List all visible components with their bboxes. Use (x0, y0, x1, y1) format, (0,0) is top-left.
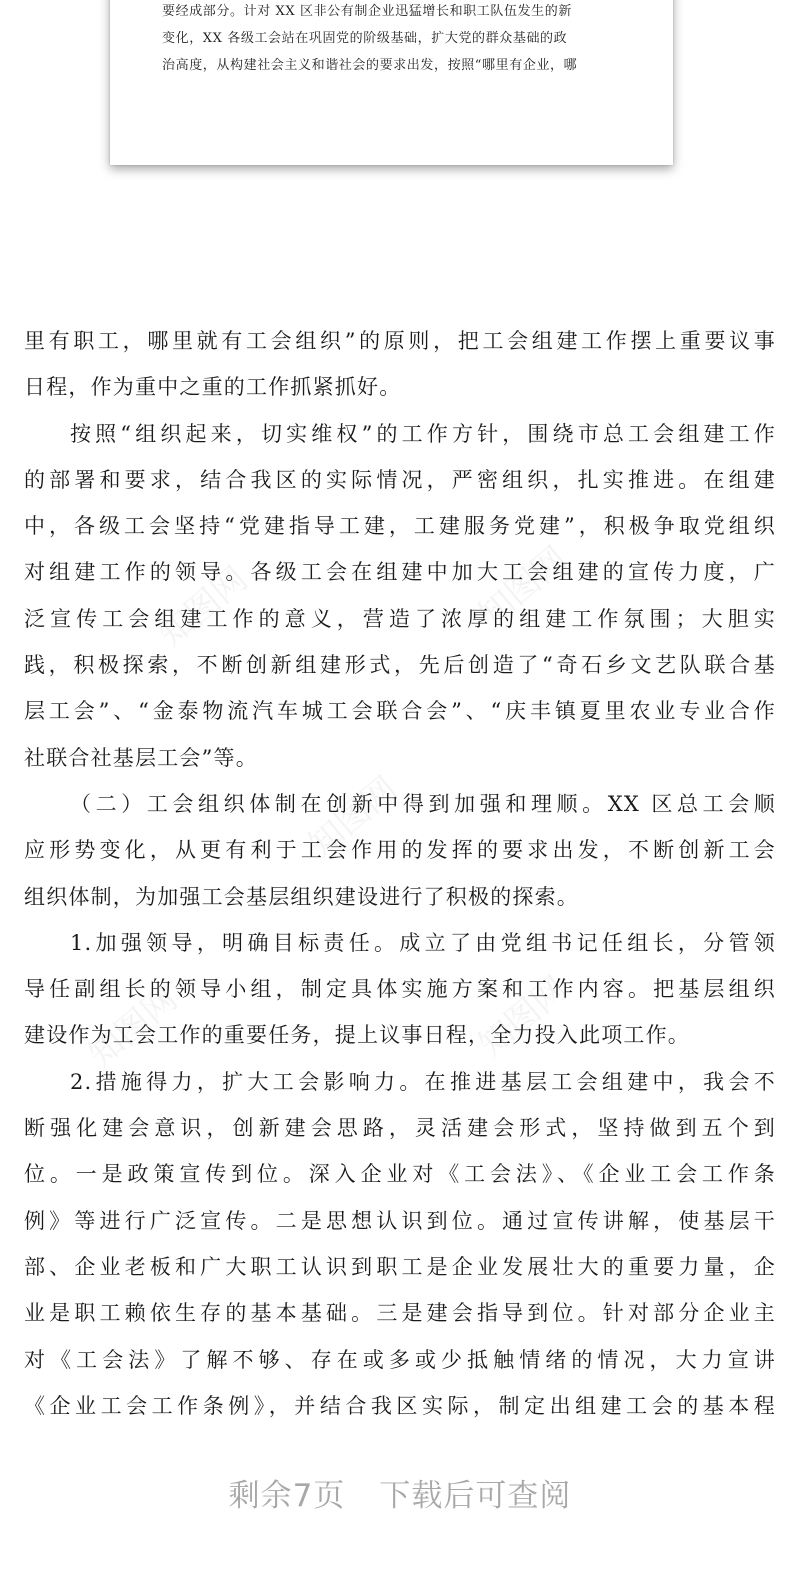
text-line: 的部署和要求，结合我区的实际情况，严密组织，扎实推进。在组建 (24, 467, 776, 492)
text-line: 里有职工，哪里就有工会组织”的原则，把工会组建工作摆上重要议事 (24, 329, 776, 353)
text-line: 层工会”、“金泰物流汽车城工会联合会”、“庆丰镇夏里农业专业合作 (24, 699, 776, 724)
text-line: 社联合社基层工会”等。 (24, 745, 258, 770)
document-body (24, 318, 776, 1429)
text-line: 1.加强领导，明确目标责任。成立了由党组书记任组长，分管领 (70, 930, 776, 955)
text-line: 中，各级工会坚持“党建指导工建，工建服务党建”，积极争取党组织 (24, 514, 776, 539)
watermark: 知图网 (301, 769, 406, 866)
previous-page-card (110, 0, 673, 165)
remaining-pages-text: 剩余7页 (228, 1478, 346, 1514)
watermark: 知图网 (151, 559, 256, 656)
text-line: 《企业工会工作条例》，并结合我区实际，制定出组建工会的基本程 (24, 1393, 776, 1418)
card-line: 要经成部分。计对 XX 区非公有制企业迅猛增长和职工队伍发生的新 (162, 4, 572, 19)
watermark: 知图网 (81, 979, 186, 1076)
card-line: 变化，XX 各级工会站在巩固党的阶级基础，扩大党的群众基础的政 (162, 31, 568, 46)
text-line: 业是职工赖依生存的基本基础。三是建会指导到位。针对部分企业主 (24, 1301, 776, 1326)
paragraph (24, 781, 776, 920)
watermark: 知图网 (471, 969, 576, 1066)
text-line: 对《工会法》了解不够、存在或多或少抵触情绪的情况，大力宣讲 (24, 1347, 776, 1372)
text-line: 2.措施得力，扩大工会影响力。在推进基层工会组建中，我会不 (70, 1069, 776, 1094)
text-line: 按照“组织起来，切实维权”的工作方针，围绕市总工会组建工作 (70, 421, 776, 446)
text-line: 泛宣传工会组建工作的意义，营造了浓厚的组建工作氛围；大胆实 (24, 606, 776, 631)
paragraph (24, 318, 776, 411)
remaining-pages-banner[interactable] (0, 1470, 800, 1515)
text-line: 践，积极探索，不断创新组建形式，先后创造了“奇石乡文艺队联合基 (24, 653, 776, 678)
paragraph (24, 1059, 776, 1429)
text-line: 导任副组长的领导小组，制定具体实施方案和工作内容。把基层组织 (24, 977, 776, 1002)
card-line: 治高度，从构建社会主义和谐社会的要求出发，按照“哪里有企业，哪 (162, 58, 578, 73)
previous-page-text (162, 0, 633, 79)
watermark: 知图网 (471, 539, 576, 636)
text-line: 应形势变化，从更有利于工会作用的发挥的要求出发，不断创新工会 (24, 838, 776, 863)
text-line: （二）工会组织体制在创新中得到加强和理顺。XX 区总工会顺 (70, 791, 776, 816)
text-line: 对组建工作的领导。各级工会在组建中加大工会组建的宣传力度，广 (24, 560, 776, 585)
text-line: 断强化建会意识，创新建会思路，灵活建会形式，坚持做到五个到 (24, 1116, 776, 1141)
text-line: 组织体制，为加强工会基层组织建设进行了积极的探索。 (24, 884, 579, 909)
download-hint-text: 下载后可查阅 (379, 1478, 572, 1514)
text-line: 位。一是政策宣传到位。深入企业对《工会法》、《企业工会工作条 (24, 1162, 776, 1187)
paragraph (24, 920, 776, 1059)
text-line: 建设作为工会工作的重要任务，提上议事日程，全力投入此项工作。 (24, 1023, 690, 1048)
text-line: 例》等进行广泛宣传。二是思想认识到位。通过宣传讲解，使基层干 (24, 1208, 776, 1233)
text-line: 日程，作为重中之重的工作抓紧抓好。 (24, 375, 402, 400)
text-line: 部、企业老板和广大职工认识到职工是企业发展壮大的重要力量，企 (24, 1254, 776, 1279)
paragraph (24, 411, 776, 781)
